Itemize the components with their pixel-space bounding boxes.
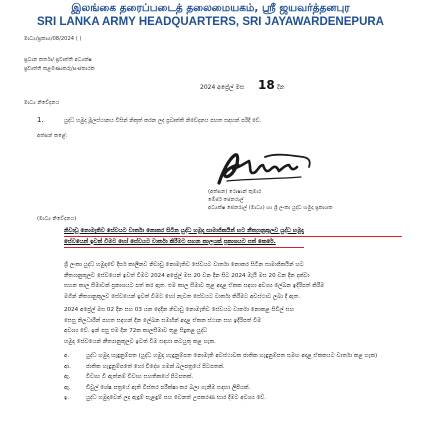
red-underline [64, 236, 402, 237]
list-item [64, 372, 394, 383]
list-item [64, 362, 394, 373]
signatory-title: අධ්‍යක්ෂ ජෙනරාල් (මාධ්‍ය) හා ශ්‍රී ලංකා යුද්ධ හමුදා ප්‍රකාශක [208, 205, 333, 211]
document-list [64, 351, 394, 404]
body-2-line: සෙසු නිලධාරීන් පහත සඳහන් දින ලේඛන සමඟින් අදාළ ඒකක ස්ථාන සහ ඉදිරිපත් වීම [64, 317, 262, 324]
date-prefix: 2024 අප්‍රේල් මස [200, 84, 245, 91]
body-paragraph-2 [64, 305, 404, 347]
red-underline [64, 247, 304, 248]
list-item [64, 383, 394, 394]
list-text: ඩිවුල් ශේෂ පත්‍රයේ ඇති විස්තර පරීක්ෂා කර බලා ගැනීම සඳහා ලිපියක්. [86, 384, 251, 391]
list-text: යුද්ධ හමුදාවෙන් ලද ඇඳුම් පැළඳුම් සහ වෙනත් උපකරණ භාර දීමට අවශ්‍ය වේ. [86, 395, 267, 401]
salutation: අත්සන් කළේ: [37, 133, 68, 139]
body-1-line: සහන කාල සීමාවක් ප්‍රකාශයට පත් කර ඇත. එම කාල සීමාව තුළ අදාළ ඒකක සඳහා අවශ්‍ය ලේඛන ඉදිරිපත් කිරීම [64, 283, 325, 289]
addressee-line-2: ප්‍රවෘත්ති කළමණාකරු/සංස්කාරක [24, 66, 95, 72]
item-text: යුද්ධ හමුදා මූලස්ථානය විසින් නිකුත් කරන ලද ප්‍රවෘත්ති නිවේදනය පහත සඳහන් පරිදි වේ. [64, 118, 262, 124]
signature-image [205, 145, 320, 191]
reference-number: මාධ්‍ය/ප්‍රකාශ/08/2024 ( ) [24, 36, 82, 42]
body-2-line: අවශ්‍ය වේ. ඉන් පසු එම දින 72ක කාලසීමාව තුළ සිදුකළ යුද්ධ [64, 328, 208, 334]
subject-label: මාධ්‍ය නිවේදනය [24, 100, 60, 106]
body-2-line: හමුදා සේවයෙන් නීත්‍යානුකූලව ඉවත් වීම සඳහා කටයුතු කළ හැක. [64, 338, 216, 345]
item-number: 1. [37, 116, 44, 124]
header-org-english: SRI LANKA ARMY HEADQUARTERS, SRI JAYAWARDENEPURA [37, 16, 384, 28]
date-suffix: දින [277, 84, 285, 91]
list-text: විවාහ වී ඇත්නම් විවාහ සහතිකයේ පිටපතක්. [86, 374, 194, 380]
body-2-line: 2024 අප්‍රේල් මස 02 දින සහ 03 යන දෙදින නිවාඩු නොමැතිව සේවයට වාර්තා නොකළ සිවිල් සහ [64, 307, 294, 313]
body-1-line: නීත්‍යානුකූලව සේවයෙන් ඉවත් වීමට 2024 අප්‍රේල් මස 20 වන දින සිට 2024 මැයි මස 20 වන දින දක්වා [64, 272, 310, 279]
press-release-label: (මාධ්‍ය නිවේදනය) [37, 216, 77, 222]
header-org-tamil: இலங்கை தரைப்படைத் தலைமையகம், ஸ்ரீ ஜயவர்த்தனபுர [71, 2, 350, 14]
signatory-rank: මේජර් ජෙනරාල් [208, 197, 244, 203]
list-marker: අ. [64, 353, 70, 359]
addressee-line-1: ප්‍රධාන කර්තෘ/ ප්‍රවෘත්ති අධ්‍යක්ෂ [24, 57, 92, 63]
body-1-line: ශ්‍රී ලංකා යුද්ධ හමුදාවේ දීර්ඝ කාලීනව නිවාඩු නොමැතිව සේවයට වාර්තා නොකර සිටින සාමාජිකයින් හට [64, 262, 304, 268]
bold-heading-line-2: සේවයෙන් ඉවත් වීමට හෝ සේවයට වාර්තා කිරීමට සහන කාලයක් ප්‍රකාශයට පත් කෙරේ. [64, 238, 276, 245]
list-item [64, 393, 394, 404]
bold-heading-line-1: නිවාඩු නොමැතිව සේවයට වාර්තා නොකර සිටින යුද්ධ හමුදා සාමාජිකයින් හට නීත්‍යානුකූලව යුද්ධ හමුදා [64, 228, 304, 234]
list-marker: ඇ. [64, 374, 71, 380]
date-day: 18 [258, 78, 275, 92]
list-text: ජාතික හැඳුනුම්පතේ හෝ විදේශ ගමන් බලපත්‍රයේ පිටපතක්. [86, 363, 225, 370]
body-paragraph-1 [64, 260, 404, 302]
list-marker: ආ. [64, 363, 71, 370]
body-1-line: මගින් නීත්‍යානුකූලව සේවයෙන් ඉවත් වීමට හෝ නැවත සේවයට වාර්තා කිරීමට අවස්ථාව ලබා දී ඇත. [64, 293, 301, 300]
list-item [64, 351, 394, 362]
list-text: යුද්ධ හමුදා හැඳුනුම්පත (යුද්ධ හමුදා හැඳුනුම්පත නොමැති අවස්ථාවක ජාතික හැඳුනුම්පත සමඟ අදාළ ඒකකයට වාර්තා කළ හැක) [86, 353, 378, 359]
list-marker: ඉ. [64, 395, 70, 401]
list-marker: ඈ. [64, 384, 71, 391]
signatory-name: (අත්සන) රොෂාන් කුමාර [208, 189, 262, 195]
